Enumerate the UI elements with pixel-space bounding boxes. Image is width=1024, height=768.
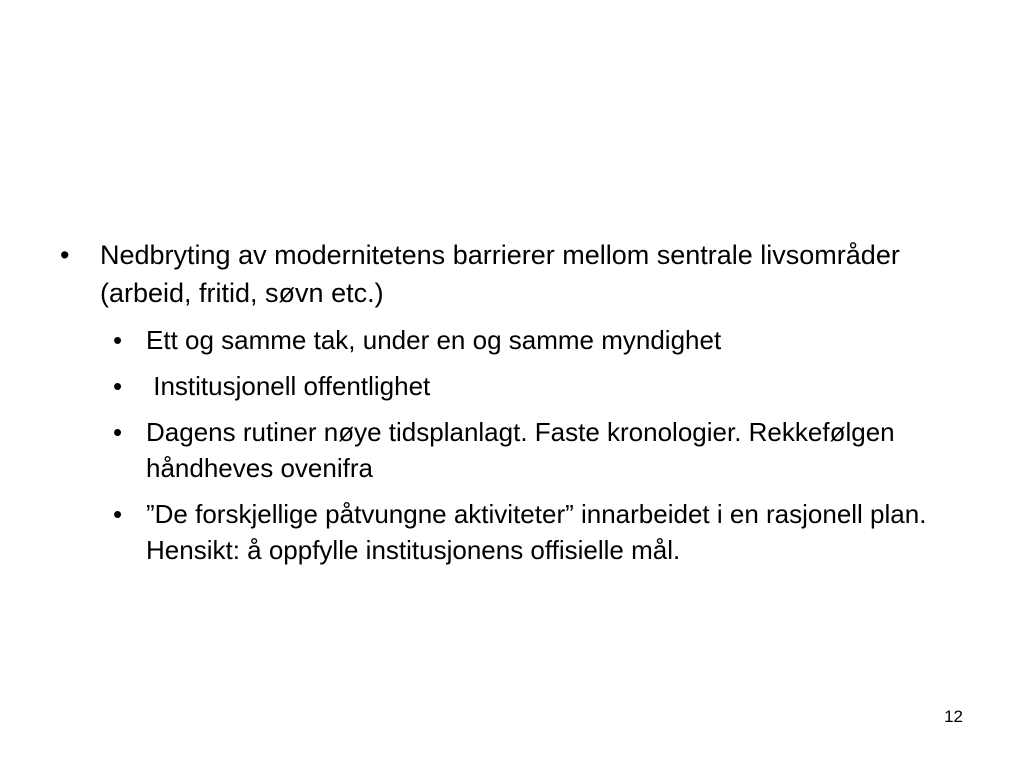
bullet-marker: • <box>113 417 123 447</box>
sub-bullet-item <box>0 368 1000 404</box>
bullet-item <box>0 236 1000 312</box>
bullet-list <box>0 236 1000 578</box>
bullet-marker: • <box>113 371 123 401</box>
sub-bullet-item <box>0 414 1000 486</box>
bullet-text: Nedbryting av modernitetens barrierer mellom sentrale livsområder (arbeid, fritid, søvn etc.) <box>100 240 900 308</box>
bullet-text: Dagens rutiner nøye tidsplanlagt. Faste kronologier. Rekkefølgen håndheves ovenifra <box>146 417 895 483</box>
bullet-text: ”De forskjellige påtvungne aktiviteter” innarbeidet i en rasjonell plan. Hensikt: å oppfylle institusjonens offisielle mål. <box>146 499 927 565</box>
sub-bullet-item <box>0 322 1000 358</box>
bullet-text: Ett og samme tak, under en og samme myndighet <box>146 325 722 355</box>
bullet-marker: • <box>60 240 70 270</box>
bullet-marker: • <box>113 499 123 529</box>
page-number: 12 <box>944 707 963 726</box>
bullet-marker: • <box>113 325 123 355</box>
sub-bullet-item <box>0 496 1000 568</box>
bullet-text: Institusjonell offentlighet <box>146 371 431 401</box>
